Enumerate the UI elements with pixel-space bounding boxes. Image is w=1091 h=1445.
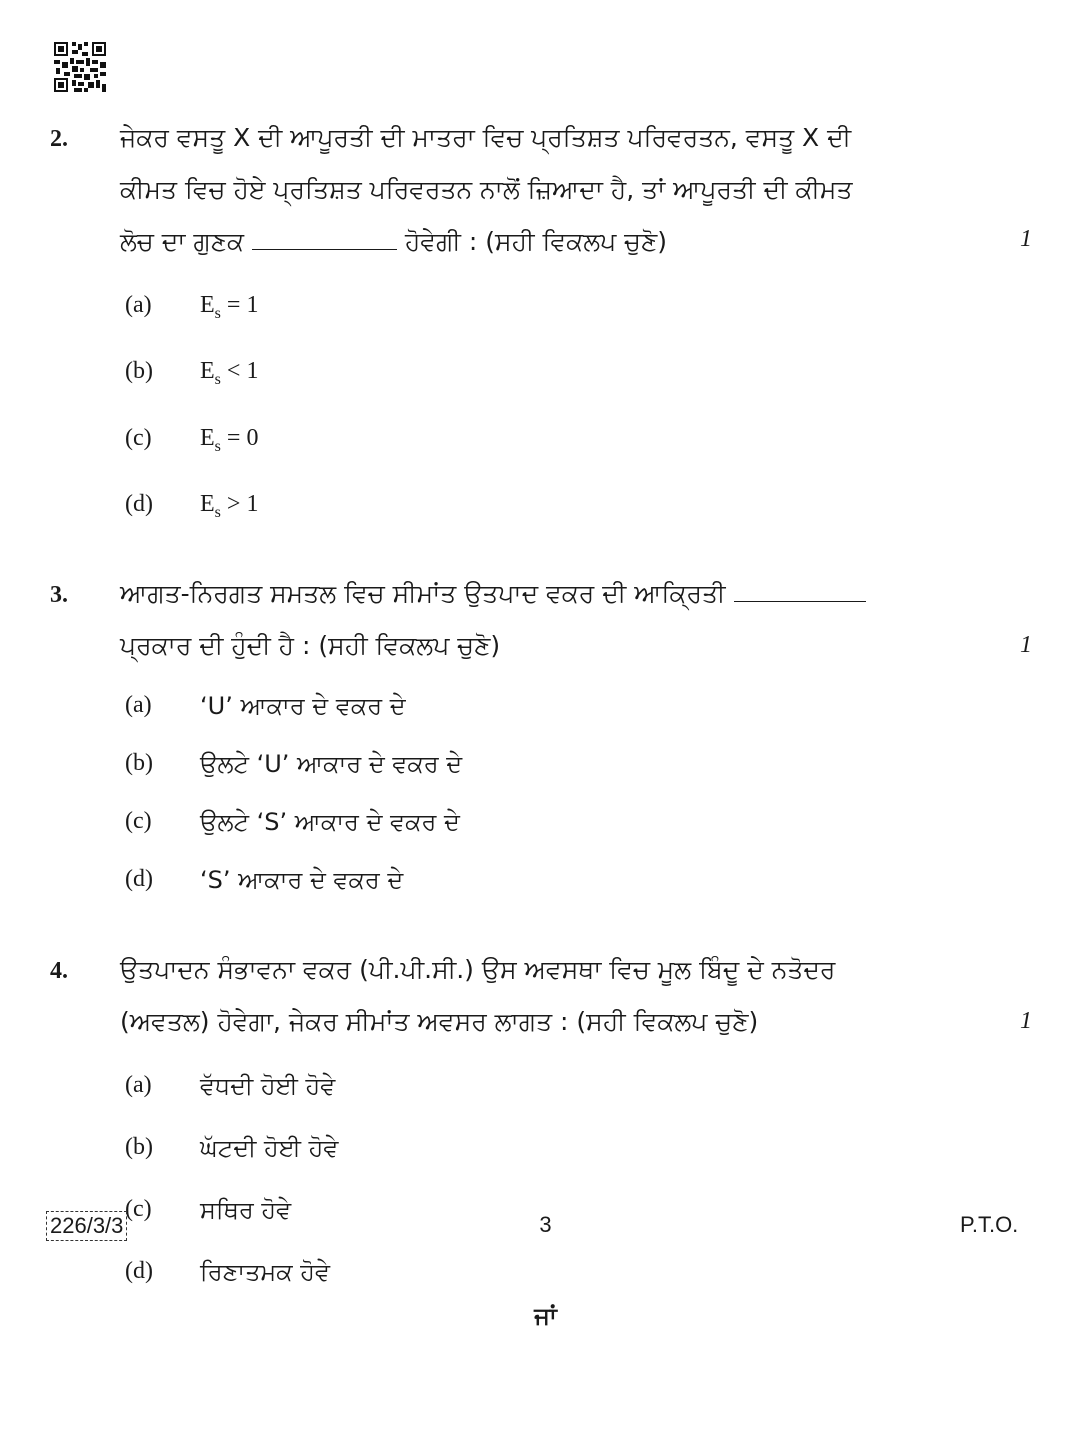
option-text: ਉਲਟੇ ‘S’ ਆਕਾਰ ਦੇ ਵਕਰ ਦੇ xyxy=(200,808,460,836)
option-label: (d) xyxy=(125,866,153,892)
option-text xyxy=(200,292,258,323)
option-subscript: s xyxy=(214,370,221,388)
option-text: ਉਲਟੇ ‘U’ ਆਕਾਰ ਦੇ ਵਕਰ ਦੇ xyxy=(200,750,463,778)
option-label: (c) xyxy=(125,808,152,834)
option-symbol: E xyxy=(200,292,215,318)
option-text: ਵੱਧਦੀ ਹੋਈ ਹੋਵੇ xyxy=(200,1072,336,1100)
question-line xyxy=(120,216,980,268)
question-number: 4. xyxy=(50,958,68,984)
option-value: = 1 xyxy=(220,292,259,318)
paper-code: 226/3/3 xyxy=(46,1211,127,1241)
question-line: ਕੀਮਤ ਵਿਚ ਹੋਏ ਪ੍ਰਤਿਸ਼ਤ ਪਰਿਵਰਤਨ ਨਾਲੋਂ ਜ਼ਿਆਦਾ ਹੈ, ਤਾਂ ਆਪੂਰਤੀ ਦੀ ਕੀਮਤ xyxy=(120,175,853,204)
option-text xyxy=(200,491,258,522)
marks: 1 xyxy=(1020,1008,1032,1034)
or-separator: ਜਾਂ xyxy=(534,1302,557,1330)
option-value: > 1 xyxy=(220,491,259,517)
question-text xyxy=(120,944,980,1048)
option-label: (a) xyxy=(125,1072,152,1098)
option-value: = 0 xyxy=(220,425,259,451)
question-number: 3. xyxy=(50,582,68,608)
option-label: (c) xyxy=(125,1196,152,1222)
question-line-part: ਆਗਤ-ਨਿਰਗਤ ਸਮਤਲ ਵਿਚ ਸੀਮਾਂਤ ਉਤਪਾਦ ਵਕਰ ਦੀ ਆਕ੍ਰਿਤੀ xyxy=(120,579,726,608)
answer-blank xyxy=(734,600,866,602)
question-line: ਪ੍ਰਕਾਰ ਦੀ ਹੁੰਦੀ ਹੈ : (ਸਹੀ ਵਿਕਲਪ ਚੁਣੋ) xyxy=(120,631,501,660)
option-text: ਸਥਿਰ ਹੋਵੇ xyxy=(200,1196,292,1224)
option-label: (a) xyxy=(125,692,152,718)
question-line: ਉਤਪਾਦਨ ਸੰਭਾਵਨਾ ਵਕਰ (ਪੀ.ਪੀ.ਸੀ.) ਉਸ ਅਵਸਥਾ ਵਿਚ ਮੂਲ ਬਿੰਦੂ ਦੇ ਨਤੋਦਰ xyxy=(120,955,836,984)
option-text: ‘S’ ਆਕਾਰ ਦੇ ਵਕਰ ਦੇ xyxy=(200,866,404,894)
option-label: (b) xyxy=(125,358,153,384)
question-text xyxy=(120,568,980,672)
question-line: (ਅਵਤਲ) ਹੋਵੇਗਾ, ਜੇਕਰ ਸੀਮਾਂਤ ਅਵਸਰ ਲਾਗਤ : (ਸਹੀ ਵਿਕਲਪ ਚੁਣੋ) xyxy=(120,1007,759,1036)
option-value: < 1 xyxy=(220,358,259,384)
option-symbol: E xyxy=(200,358,215,384)
option-text xyxy=(200,358,258,389)
option-label: (b) xyxy=(125,750,153,776)
marks: 1 xyxy=(1020,632,1032,658)
option-label: (d) xyxy=(125,491,153,517)
option-label: (d) xyxy=(125,1258,153,1284)
option-text: ‘U’ ਆਕਾਰ ਦੇ ਵਕਰ ਦੇ xyxy=(200,692,406,720)
option-subscript: s xyxy=(214,304,221,322)
marks: 1 xyxy=(1020,226,1032,252)
page-number: 3 xyxy=(539,1212,552,1237)
question-number: 2. xyxy=(50,126,68,152)
question-text xyxy=(120,112,980,268)
question-line xyxy=(120,568,980,620)
option-text: ਰਿਣਾਤਮਕ ਹੋਵੇ xyxy=(200,1258,331,1286)
answer-blank xyxy=(252,248,397,250)
option-text: ਘੱਟਦੀ ਹੋਈ ਹੋਵੇ xyxy=(200,1134,339,1162)
pto-label: P.T.O. xyxy=(960,1212,1019,1237)
option-label: (c) xyxy=(125,425,152,451)
option-label: (b) xyxy=(125,1134,153,1160)
option-symbol: E xyxy=(200,491,215,517)
option-text xyxy=(200,425,258,456)
option-symbol: E xyxy=(200,425,215,451)
option-label: (a) xyxy=(125,292,152,318)
option-subscript: s xyxy=(214,437,221,455)
question-line-part: ਲੋਚ ਦਾ ਗੁਣਕ xyxy=(120,227,245,256)
question-line-part: ਹੋਵੇਗੀ : (ਸਹੀ ਵਿਕਲਪ ਚੁਣੋ) xyxy=(404,227,668,256)
question-line: ਜੇਕਰ ਵਸਤੂ X ਦੀ ਆਪੂਰਤੀ ਦੀ ਮਾਤਰਾ ਵਿਚ ਪ੍ਰਤਿਸ਼ਤ ਪਰਿਵਰਤਨ, ਵਸਤੂ X ਦੀ xyxy=(120,123,852,152)
qr-code-icon xyxy=(54,42,106,92)
option-subscript: s xyxy=(214,503,221,521)
